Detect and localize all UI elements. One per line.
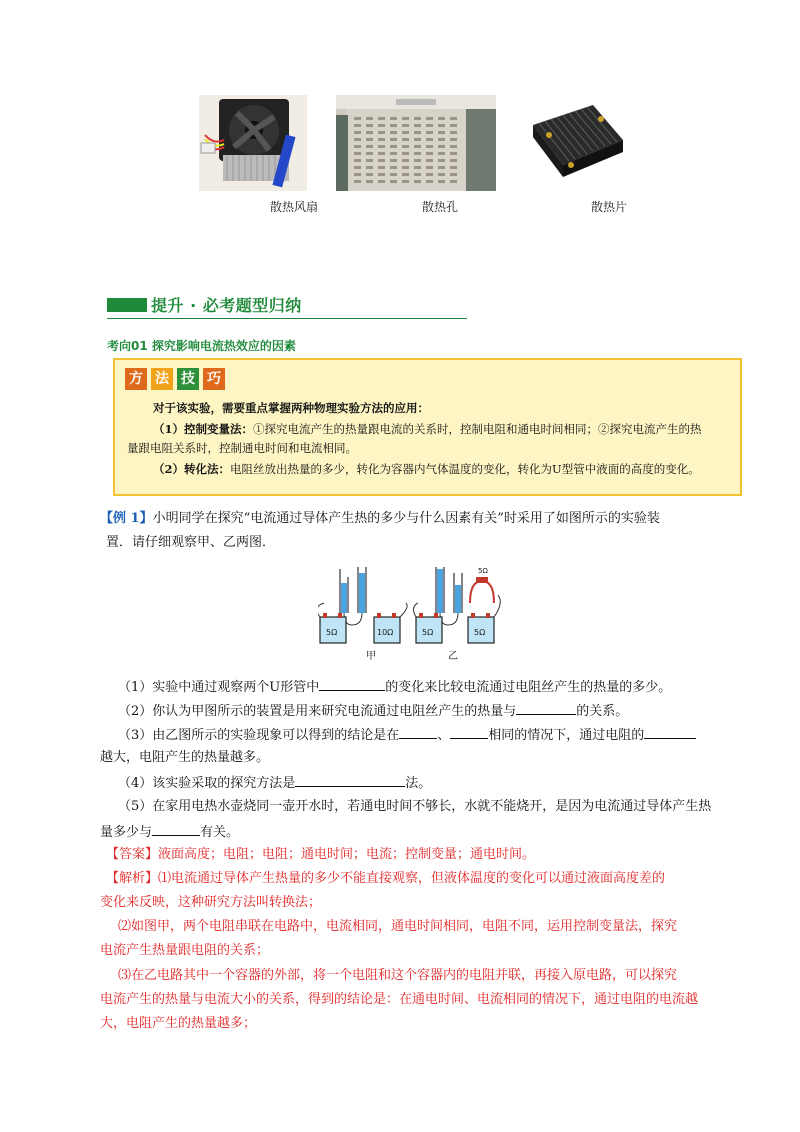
badge-fang: 方 [125, 368, 147, 390]
question-4 [118, 772, 431, 794]
subsection-title: 考向01 探究影响电流热效应的因素 [107, 339, 296, 353]
analysis-line-3: ⑵如图甲，两个电阻串联在电路中，电流相同，通电时间相同，电阻不同，运用控制变量法，探究 [118, 919, 678, 934]
analysis-line-4: 电流产生热量跟电阻的关系； [100, 943, 270, 958]
badge-ji: 技 [177, 368, 199, 390]
analysis-line-2: 变化来反映，这种研究方法叫转换法； [100, 895, 322, 910]
q5-blank[interactable] [152, 821, 200, 836]
outer-resistor-label: 5Ω [478, 567, 488, 575]
q3-text-a: （3）由乙图所示的实验现象可以得到的结论是在 [118, 728, 400, 743]
resistor-yi-1: 5Ω [422, 628, 434, 637]
q2-blank[interactable] [516, 700, 576, 715]
tip-control-variable [153, 421, 702, 437]
q4-text-a: （4）该实验采取的探究方法是 [118, 776, 296, 791]
tip-control-variable-text: ①探究电流产生的热量跟电流的关系时，控制电阻和通电时间相同；②探究电流产生的热 [253, 422, 702, 436]
q3-blank-3[interactable] [644, 724, 696, 739]
question-3-cont: 越大，电阻产生的热量越多。 [100, 750, 270, 765]
figure-label-yi: 乙 [448, 651, 458, 662]
section-title: 提升 · 必考题型归纳 [151, 296, 302, 315]
q4-blank[interactable] [295, 772, 405, 787]
heat-sink-photo [523, 95, 628, 191]
analysis-line-6: 电流产生的热量与电流大小的关系，得到的结论是：在通电时间、电流相同的情况下，通过电阻的电流越 [100, 992, 699, 1007]
question-1 [118, 676, 671, 698]
cooling-fan-photo [199, 95, 307, 191]
caption-heat-sink: 散热片 [591, 200, 628, 214]
section-marker-bar [107, 298, 147, 312]
q5-text-c: 有关。 [200, 825, 240, 840]
section-divider [107, 318, 467, 319]
tip-control-variable-label: （1）控制变量法： [153, 422, 254, 436]
tip-intro: 对于该实验，需要重点掌握两种物理实验方法的应用： [153, 401, 429, 415]
question-2 [118, 700, 628, 722]
q2-text-a: （2）你认为甲图所示的装置是用来研究电流通过电阻丝产生的热量与 [118, 704, 517, 719]
analysis-line-5: ⑶在乙电路其中一个容器的外部，将一个电阻和这个容器内的电阻并联，再接入原电路，可以探究 [118, 968, 678, 983]
question-3 [118, 724, 696, 746]
caption-cooling-fan: 散热风扇 [270, 200, 319, 214]
question-5-cont [100, 821, 239, 843]
example-label: 【例 1】 [100, 511, 153, 526]
tip-conversion [153, 461, 700, 477]
answer-line: 【答案】液面高度；电阻；电阻；通电时间；电流；控制变量；通电时间。 [106, 847, 536, 862]
q1-text-a: （1）实验中通过观察两个U形管中 [118, 680, 320, 695]
q1-text-b: 的变化来比较电流通过电阻丝产生的热量的多少。 [385, 680, 672, 695]
question-5: （5）在家用电热水壶烧同一壶开水时，若通电时间不够长，水就不能烧开，是因为电流通过导体产生热 [118, 799, 712, 814]
resistor-jia-2: 10Ω [377, 628, 394, 637]
experiment-figure [318, 563, 518, 671]
method-tip-box [113, 358, 742, 496]
tip-control-variable-cont: 量跟电阻关系时，控制通电时间和电流相同。 [127, 441, 357, 455]
q3-text-c: 相同的情况下，通过电阻的 [488, 728, 645, 743]
q3-text-b: 、 [437, 728, 451, 743]
tip-conversion-label: （2）转化法： [153, 462, 231, 476]
q4-text-b: 法。 [405, 776, 432, 791]
q2-text-b: 的关系。 [576, 704, 629, 719]
example-stem-line1 [100, 509, 660, 529]
q5-text-b: 量多少与 [100, 825, 153, 840]
badge-qiao: 巧 [203, 368, 225, 390]
q3-blank-1[interactable] [399, 724, 437, 739]
tip-conversion-text: 电阻丝放出热量的多少，转化为容器内气体温度的变化，转化为U型管中液面的高度的变化。 [230, 462, 700, 476]
badge-fa: 法 [151, 368, 173, 390]
caption-vent-holes: 散热孔 [422, 200, 459, 214]
example-stem1: 小明同学在探究“电流通过导体产生热的多少与什么因素有关”时采用了如图所示的实验装 [152, 511, 660, 526]
analysis-line-7: 大，电阻产生的热量越多； [100, 1016, 257, 1031]
q3-blank-2[interactable] [450, 724, 488, 739]
q1-blank[interactable] [319, 676, 385, 691]
figure-label-jia: 甲 [366, 651, 376, 662]
vent-holes-photo [336, 95, 496, 191]
resistor-yi-2: 5Ω [474, 628, 486, 637]
example-stem-line2: 置．请仔细观察甲、乙两图． [106, 535, 276, 550]
resistor-jia-1: 5Ω [326, 628, 338, 637]
analysis-line-1: 【解析】⑴电流通过导体产生热量的多少不能直接观察，但液体温度的变化可以通过液面高度差的 [106, 871, 666, 886]
